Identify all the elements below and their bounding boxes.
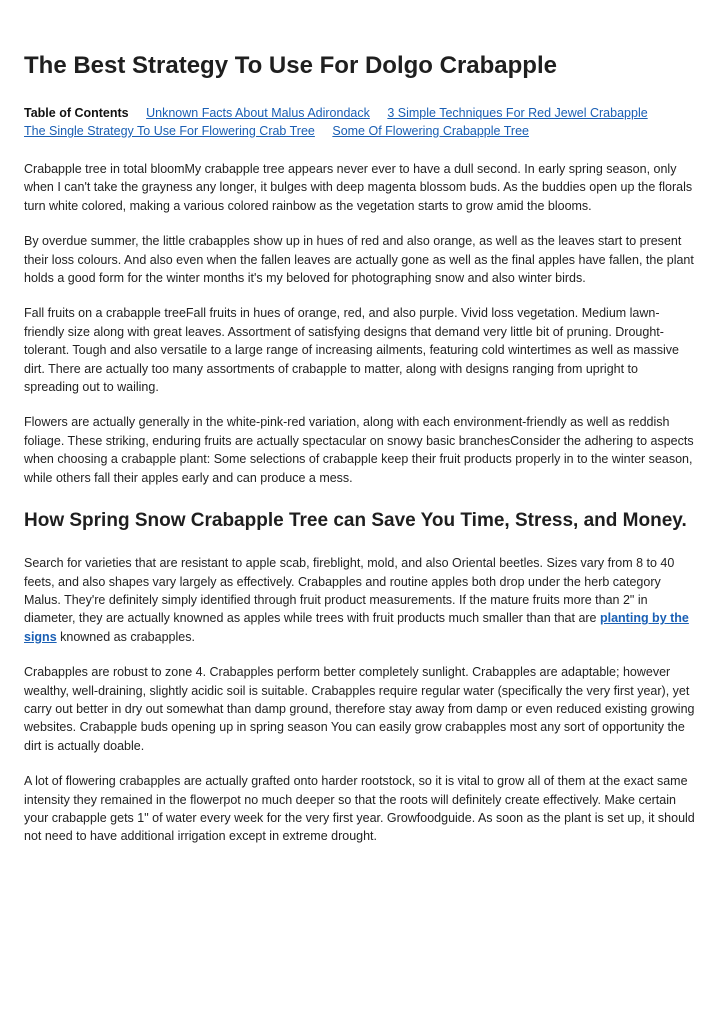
toc-label: Table of Contents: [24, 106, 129, 120]
toc-link-flowering-crabapple[interactable]: Some Of Flowering Crabapple Tree: [332, 124, 529, 138]
table-of-contents: [24, 104, 696, 140]
paragraph-text: Search for varieties that are resistant to apple scab, fireblight, mold, and also Oriental beetles. Sizes vary from 8 to 40 feets, and also shapes vary largely as effectively. Crabapples and routine apples both drop under the herb category Malus. They're definitely simply identified through fruit product measurements. If the mature fruits more than 2" in diameter, they are actually knowned as apples while trees with fruit products much smaller than that are: [24, 556, 675, 626]
planting-by-the-signs-link[interactable]: planting by the signs: [24, 611, 689, 644]
page-title: The Best Strategy To Use For Dolgo Crabapple: [24, 52, 557, 79]
paragraph: Flowers are actually generally in the white-pink-red variation, along with each environment-friendly as well as reddish foliage. These striking, enduring fruits are actually spectacular on snowy basic branchesConsider the adhering to aspects when choosing a crabapple plant: Some selections of crabapple keep their fruit products properly in to the winter season, while others fall their apples early and can produce a mess.: [24, 415, 694, 485]
toc-link-red-jewel[interactable]: 3 Simple Techniques For Red Jewel Crabapple: [387, 106, 648, 120]
paragraph: By overdue summer, the little crabapples show up in hues of red and also orange, as well as the leaves start to present their loss colours. And also even when the fallen leaves are actually gone as well as the final apples have fallen, the plant holds a good form for the winter months it's my beloved for photographing snow and also winter birds.: [24, 234, 694, 286]
paragraph: Fall fruits on a crabapple treeFall fruits in hues of orange, red, and also purple. Vivid loss vegetation. Medium lawn-friendly size along with great leaves. Assortment of satisfying designs that demand very little bit of pruning. Drought-tolerant. Tough and also versatile to a large range of increasing ailments, featuring cold wintertimes as well as massive dirt. There are actually too many assortments of crabapple to matter, along with designs ranging from upright to spreading out to wailing.: [24, 306, 679, 395]
paragraph: Crabapple tree in total bloomMy crabapple tree appears never ever to have a dull second. In early spring season, only when I can't take the grayness any longer, it bulges with deep magenta blossom buds. As the buddies open up the florals turn white colored, making a various colored rainbow as the vegetation starts to grow amid the blooms.: [24, 162, 693, 213]
paragraph-text: knowned as crabapples.: [56, 629, 195, 644]
toc-link-malus-adirondack[interactable]: Unknown Facts About Malus Adirondack: [146, 106, 370, 120]
paragraph: Crabapples are robust to zone 4. Crabapples perform better completely sunlight. Crabapples are adaptable; however wealthy, well-draining, slightly acidic soil is suitable. Crabapples require regular water (specifically the very first year), yet carry out better in dry out somewhat than damp ground, therefore stay away from damp or even reduced existing growing websites. Crabapple buds opening up in spring season You can easily grow crabapples most any sort of opportunity the dirt is actually doable.: [24, 665, 695, 753]
paragraph-with-link: [24, 554, 696, 646]
paragraph: A lot of flowering crabapples are actually grafted onto harder rootstock, so it is vital to grow all of them at the exact same intensity they remained in the flowerpot no much deeper so that the roots will definitely create effectively. Make certain your crabapple gets 1" of water every week for the very first year. Growfoodguide. As soon as the plant is set up, it should not need to have additional irrigation except in extreme drought.: [24, 774, 695, 844]
toc-link-flowering-crab-tree[interactable]: The Single Strategy To Use For Flowering Crab Tree: [24, 124, 315, 138]
section-heading: How Spring Snow Crabapple Tree can Save You Time, Stress, and Money.: [24, 510, 687, 532]
